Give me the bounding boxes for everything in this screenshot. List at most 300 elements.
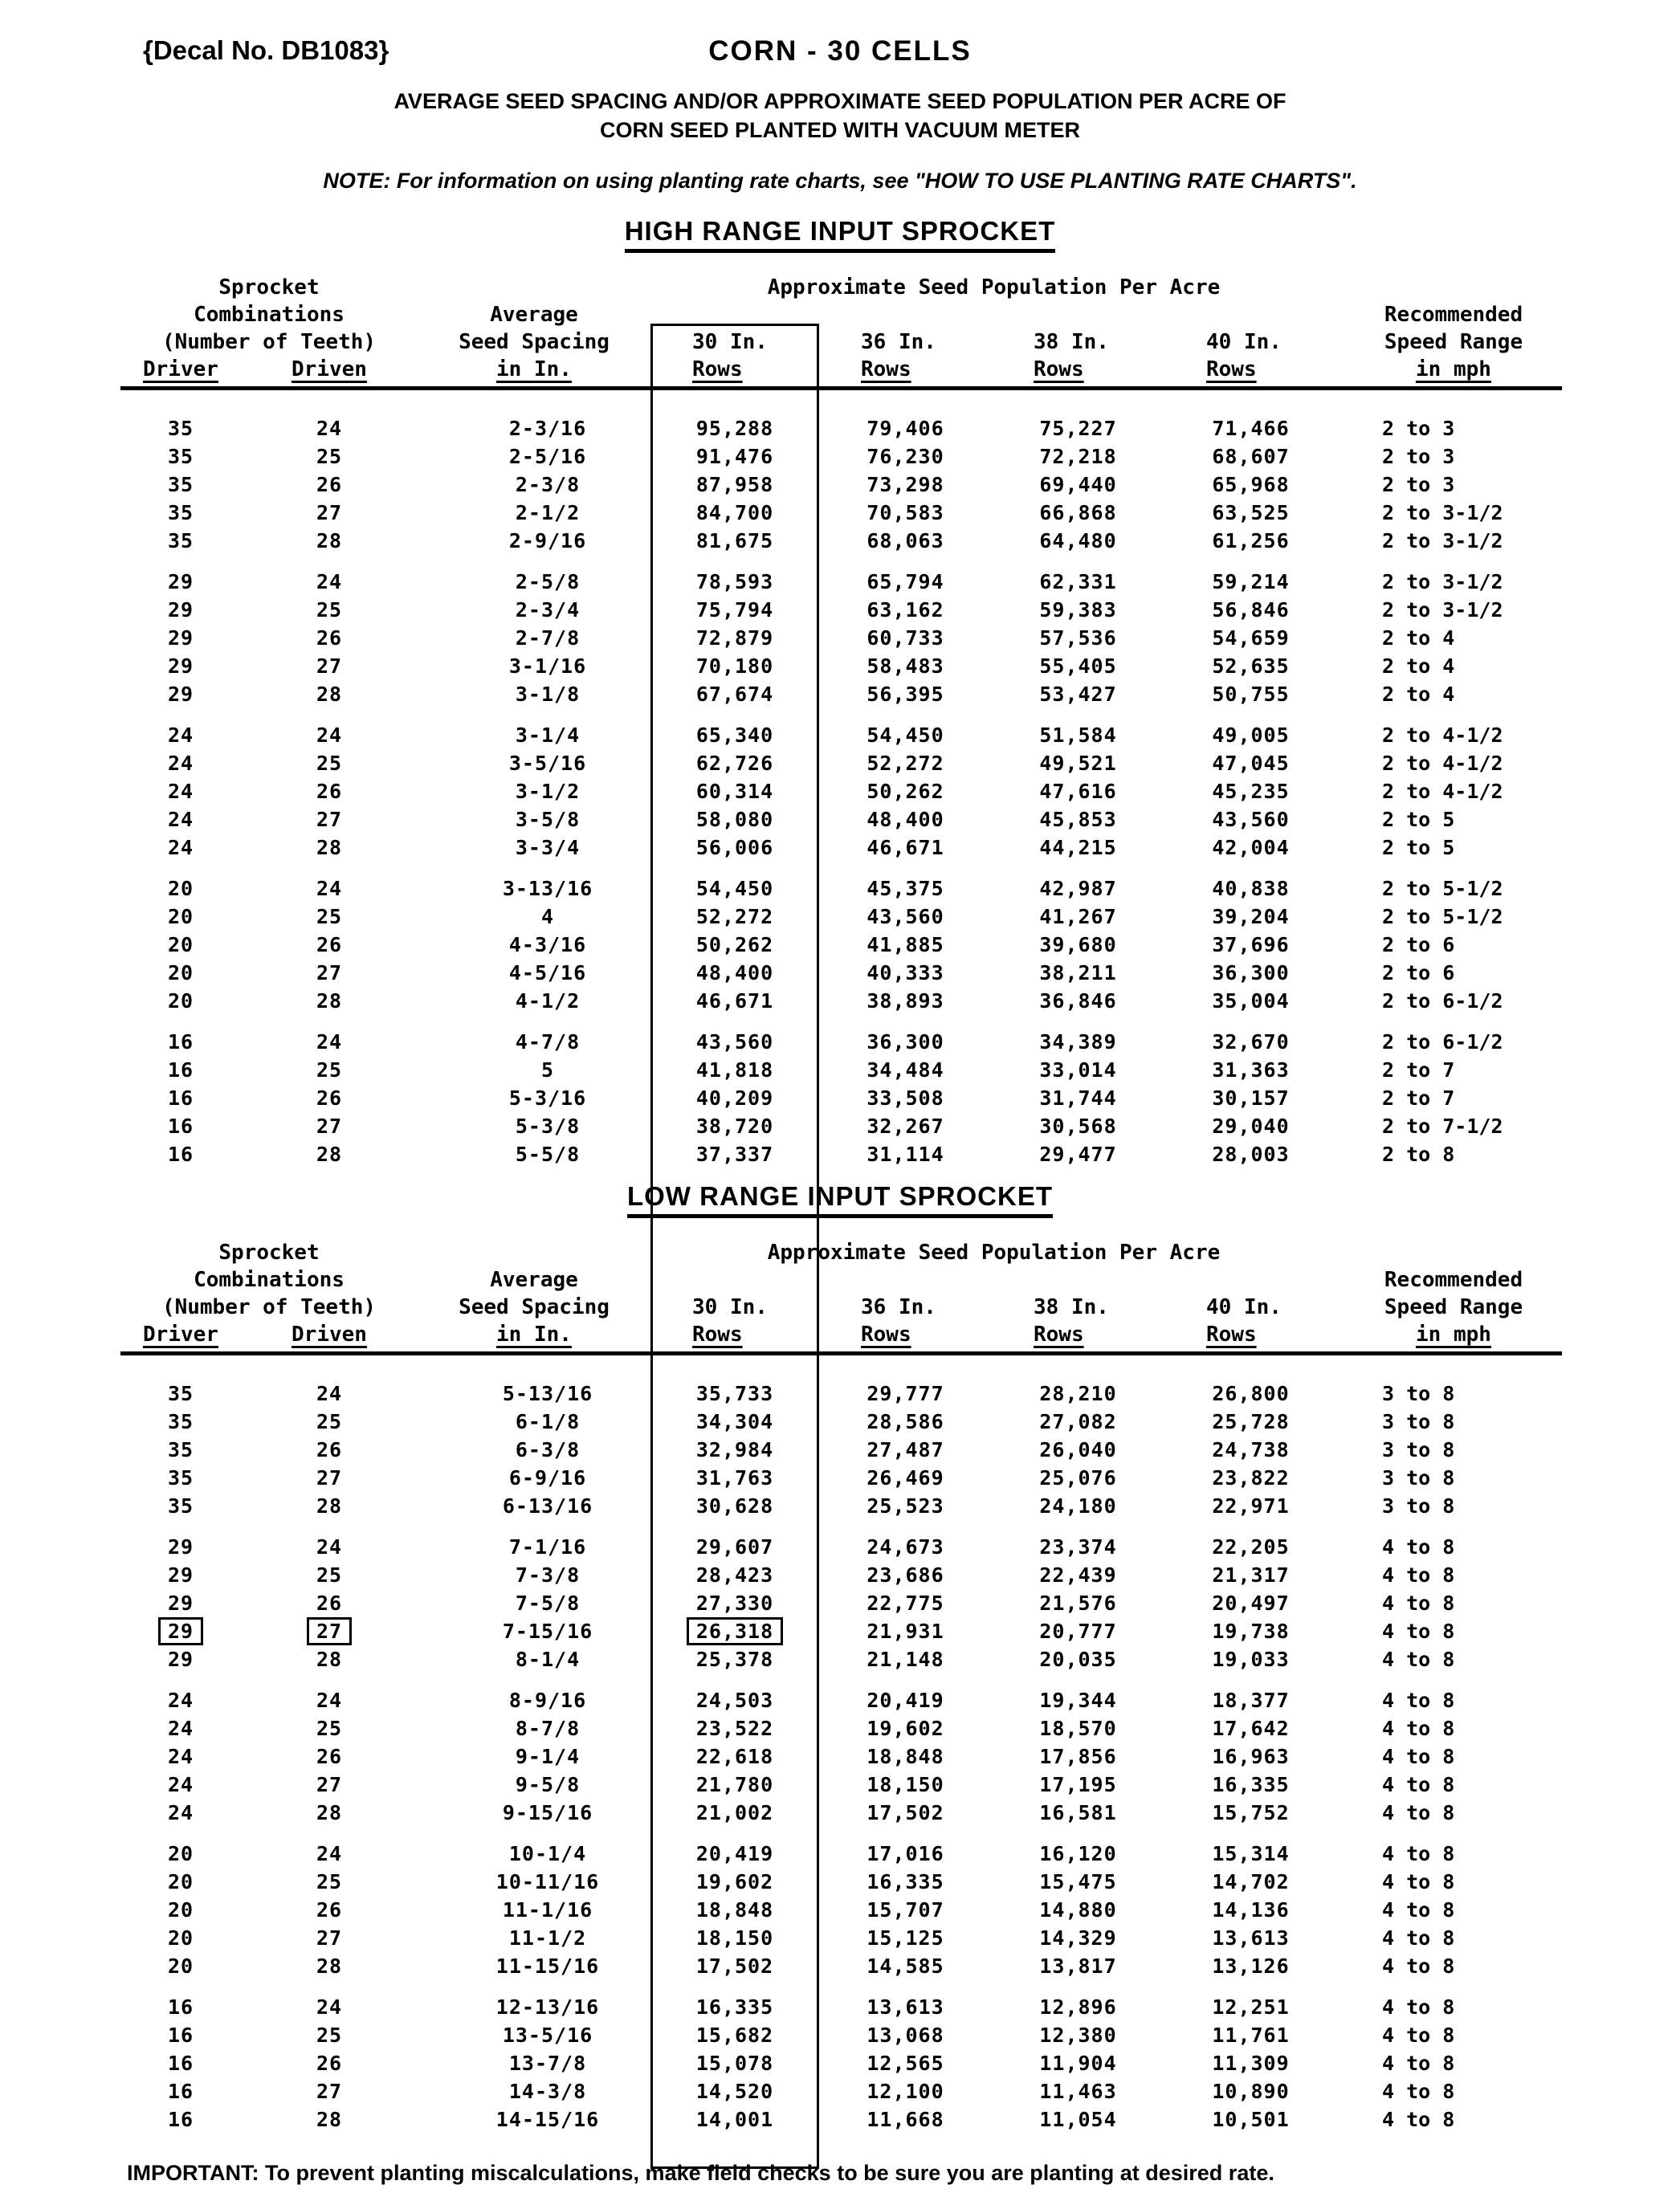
speed-header-line2: Speed Range	[1384, 1295, 1523, 1319]
cell-spacing: 3-1/4	[515, 723, 581, 747]
cell-pop38: 47,616	[1039, 780, 1117, 803]
cell-pop30: 23,522	[695, 1717, 774, 1740]
cell-driven: 24	[316, 1842, 343, 1865]
high-range-table	[0, 216, 1680, 1168]
cell-spacing: 4-3/16	[508, 933, 587, 956]
high-range-heading-wrap	[0, 216, 1680, 253]
cell-pop30: 72,879	[695, 626, 774, 650]
cell-driven: 27	[316, 961, 343, 984]
speed-header-line1: Recommended	[1384, 303, 1523, 327]
cell-spacing: 7-1/16	[508, 1535, 587, 1559]
cell-driven: 24	[316, 1535, 343, 1559]
cell-speed: 4 to 8	[1382, 1926, 1455, 1950]
row-group	[0, 874, 1680, 1015]
cell-pop38: 69,440	[1039, 473, 1117, 496]
cell-driven: 26	[316, 626, 343, 650]
cell-pop40: 24,738	[1212, 1438, 1290, 1461]
driven-header: Driven	[292, 1323, 367, 1347]
cell-driver: 16	[167, 1030, 194, 1054]
cell-driver: 29	[167, 1563, 194, 1587]
cell-pop30: 84,700	[695, 501, 774, 524]
cell-speed: 2 to 3-1/2	[1382, 529, 1503, 552]
row-group	[0, 1840, 1680, 1980]
cell-driven: 26	[316, 1898, 343, 1922]
row-group	[0, 1028, 1680, 1168]
cell-speed: 4 to 8	[1382, 1954, 1455, 1978]
cell-speed: 2 to 4-1/2	[1382, 780, 1503, 803]
cell-spacing: 5-13/16	[502, 1382, 593, 1405]
cell-pop36: 34,484	[867, 1058, 944, 1082]
cell-pop36: 20,419	[867, 1689, 944, 1712]
cell-driven: 25	[316, 1717, 343, 1740]
cell-speed: 3 to 8	[1382, 1410, 1455, 1433]
col-header-40in: 40 In.	[1206, 330, 1282, 354]
cell-speed: 4 to 8	[1382, 1745, 1455, 1768]
cell-pop30: 87,958	[695, 473, 774, 496]
cell-pop38: 11,904	[1039, 2052, 1117, 2075]
page-title: CORN - 30 CELLS	[708, 35, 972, 67]
cell-pop38: 51,584	[1039, 723, 1117, 747]
header-rule	[120, 386, 1562, 390]
cell-pop38: 66,868	[1039, 501, 1117, 524]
cell-pop38: 75,227	[1039, 417, 1117, 440]
cell-pop36: 25,523	[867, 1494, 944, 1518]
cell-pop40: 42,004	[1212, 836, 1290, 859]
cell-pop36: 17,016	[867, 1842, 944, 1865]
cell-driven: 24	[316, 877, 343, 900]
cell-pop30: 21,002	[695, 1801, 774, 1824]
cell-driver: 24	[167, 1801, 194, 1824]
cell-pop36: 26,469	[867, 1466, 944, 1490]
cell-driven: 27	[316, 2080, 343, 2103]
sprocket-header-line2: Combinations	[194, 303, 345, 327]
cell-pop30: 29,607	[695, 1535, 774, 1559]
table-row	[0, 2021, 1680, 2049]
cell-pop38: 33,014	[1039, 1058, 1117, 1082]
population-header: Approximate Seed Population Per Acre	[767, 1241, 1221, 1265]
cell-pop40: 22,971	[1212, 1494, 1290, 1518]
cell-spacing: 11-1/16	[502, 1898, 593, 1922]
sprocket-header-line1: Sprocket	[218, 1241, 320, 1265]
cell-pop30: 17,502	[695, 1954, 774, 1978]
cell-driven: 25	[316, 905, 343, 928]
cell-driven: 27	[316, 654, 343, 678]
high-range-heading: HIGH RANGE INPUT SPROCKET	[625, 216, 1056, 253]
cell-pop38: 62,331	[1039, 570, 1117, 593]
cell-pop40: 21,317	[1212, 1563, 1290, 1587]
table-row	[0, 1408, 1680, 1436]
cell-driver: 24	[167, 808, 194, 831]
cell-pop30: 58,080	[695, 808, 774, 831]
cell-driven: 24	[316, 1995, 343, 2019]
cell-speed: 2 to 7	[1382, 1058, 1455, 1082]
cell-driven: 26	[316, 2052, 343, 2075]
cell-pop30: 91,476	[695, 445, 774, 468]
table-row	[0, 1589, 1680, 1617]
cell-driven: 26	[316, 1086, 343, 1110]
cell-pop40: 71,466	[1212, 417, 1290, 440]
cell-pop36: 18,150	[867, 1773, 944, 1796]
cell-pop38: 11,463	[1039, 2080, 1117, 2103]
cell-speed: 4 to 8	[1382, 1801, 1455, 1824]
cell-pop40: 65,968	[1212, 473, 1290, 496]
boxed-value: 26,318	[687, 1617, 783, 1645]
cell-pop38: 17,195	[1039, 1773, 1117, 1796]
rows-label-38: Rows	[1034, 1323, 1084, 1347]
cell-speed: 2 to 3	[1382, 473, 1455, 496]
header-row-4	[0, 1321, 1680, 1348]
cell-pop30: 19,602	[695, 1870, 774, 1893]
rows-label-30: Rows	[692, 357, 743, 381]
cell-pop38: 28,210	[1039, 1382, 1117, 1405]
cell-spacing: 4-1/2	[515, 989, 581, 1013]
cell-driven: 28	[316, 1954, 343, 1978]
cell-pop30: 67,674	[695, 683, 774, 706]
cell-pop36: 70,583	[867, 501, 944, 524]
cell-spacing: 6-13/16	[502, 1494, 593, 1518]
cell-pop38: 19,344	[1039, 1689, 1117, 1712]
cell-driven: 25	[316, 1410, 343, 1433]
rows-label-36: Rows	[861, 1323, 911, 1347]
cell-driver: 20	[167, 1926, 194, 1950]
cell-pop38: 16,581	[1039, 1801, 1117, 1824]
table-row	[0, 1993, 1680, 2021]
cell-pop40: 35,004	[1212, 989, 1290, 1013]
cell-pop30: 15,078	[695, 2052, 774, 2075]
cell-speed: 4 to 8	[1382, 1563, 1455, 1587]
speed-header-line2: Speed Range	[1384, 330, 1523, 354]
cell-driven: 24	[316, 723, 343, 747]
row-group	[0, 1686, 1680, 1827]
cell-pop36: 48,400	[867, 808, 944, 831]
cell-pop40: 11,761	[1212, 2024, 1290, 2047]
cell-pop38: 15,475	[1039, 1870, 1117, 1893]
table-row	[0, 1492, 1680, 1520]
cell-driver: 24	[167, 1717, 194, 1740]
driven-header: Driven	[292, 357, 367, 381]
cell-speed: 4 to 8	[1382, 1898, 1455, 1922]
cell-pop30: 24,503	[695, 1689, 774, 1712]
cell-driver: 16	[167, 1058, 194, 1082]
cell-pop38: 13,817	[1039, 1954, 1117, 1978]
cell-driver: 29	[167, 683, 194, 706]
cell-pop40: 28,003	[1212, 1143, 1290, 1166]
cell-spacing: 3-1/2	[515, 780, 581, 803]
cell-pop36: 52,272	[867, 752, 944, 775]
low-range-rows	[0, 1380, 1680, 2134]
cell-pop40: 45,235	[1212, 780, 1290, 803]
table-row	[0, 1464, 1680, 1492]
boxed-value: 29	[158, 1617, 203, 1645]
cell-driver: 24	[167, 836, 194, 859]
cell-spacing: 6-3/8	[515, 1438, 581, 1461]
cell-pop38: 12,896	[1039, 1995, 1117, 2019]
cell-pop30: 35,733	[695, 1382, 774, 1405]
cell-pop30: 52,272	[695, 905, 774, 928]
cell-pop38: 21,576	[1039, 1592, 1117, 1615]
cell-pop36: 54,450	[867, 723, 944, 747]
cell-driver: 20	[167, 989, 194, 1013]
cell-pop38: 55,405	[1039, 654, 1117, 678]
table-row	[0, 1896, 1680, 1924]
cell-driver: 20	[167, 905, 194, 928]
col-header-30in: 30 In.	[692, 330, 768, 354]
cell-pop40: 19,033	[1212, 1648, 1290, 1671]
cell-pop38: 64,480	[1039, 529, 1117, 552]
col-header-38in: 38 In.	[1034, 330, 1109, 354]
note-text: NOTE: For information on using planting rate charts, see "HOW TO USE PLANTING RATE CHARTS".	[323, 169, 1357, 193]
cell-spacing: 4	[540, 905, 555, 928]
cell-driver: 29	[167, 626, 194, 650]
cell-pop40: 30,157	[1212, 1086, 1290, 1110]
table-row	[0, 2105, 1680, 2134]
table-row	[0, 471, 1680, 499]
rows-label-40: Rows	[1206, 357, 1257, 381]
cell-speed: 4 to 8	[1382, 1773, 1455, 1796]
cell-pop38: 59,383	[1039, 598, 1117, 622]
cell-pop30: 81,675	[695, 529, 774, 552]
cell-driver: 16	[167, 1086, 194, 1110]
cell-pop40: 12,251	[1212, 1995, 1290, 2019]
avg-header-line3: in In.	[496, 357, 572, 381]
table-row	[0, 2077, 1680, 2105]
cell-spacing: 3-1/8	[515, 683, 581, 706]
row-group	[0, 1380, 1680, 1520]
table-row	[0, 1436, 1680, 1464]
cell-spacing: 2-9/16	[508, 529, 587, 552]
cell-pop38: 30,568	[1039, 1115, 1117, 1138]
table-row	[0, 1742, 1680, 1771]
cell-pop30: 28,423	[695, 1563, 774, 1587]
cell-driver: 20	[167, 1842, 194, 1865]
cell-spacing: 2-3/8	[515, 473, 581, 496]
cell-driver: 29	[167, 1535, 194, 1559]
cell-pop40: 20,497	[1212, 1592, 1290, 1615]
cell-pop38: 45,853	[1039, 808, 1117, 831]
table-row	[0, 1533, 1680, 1561]
cell-speed: 4 to 8	[1382, 1535, 1455, 1559]
cell-speed: 2 to 3-1/2	[1382, 570, 1503, 593]
row-group	[0, 1993, 1680, 2134]
cell-speed: 4 to 8	[1382, 2024, 1455, 2047]
cell-pop38: 14,880	[1039, 1898, 1117, 1922]
table-row	[0, 834, 1680, 862]
cell-pop30: 16,335	[695, 1995, 774, 2019]
cell-pop36: 56,395	[867, 683, 944, 706]
cell-driven: 25	[316, 2024, 343, 2047]
cell-pop30: 43,560	[695, 1030, 774, 1054]
driver-header: Driver	[143, 1323, 218, 1347]
cell-driver: 29	[167, 1592, 194, 1615]
cell-pop36: 33,508	[867, 1086, 944, 1110]
cell-spacing: 3-5/16	[508, 752, 587, 775]
cell-pop30: 48,400	[695, 961, 774, 984]
cell-spacing: 6-1/8	[515, 1410, 581, 1433]
cell-speed: 3 to 8	[1382, 1382, 1455, 1405]
cell-pop36: 11,668	[867, 2108, 944, 2131]
cell-driven: 25	[316, 1563, 343, 1587]
driver-header: Driver	[143, 357, 218, 381]
cell-driven: 24	[316, 1030, 343, 1054]
cell-pop40: 36,300	[1212, 961, 1290, 984]
table-row	[0, 499, 1680, 527]
cell-driver	[120, 1617, 241, 1645]
cell-driver: 35	[167, 445, 194, 468]
cell-driven: 27	[316, 501, 343, 524]
cell-spacing: 8-9/16	[508, 1689, 587, 1712]
cell-spacing: 4-7/8	[515, 1030, 581, 1054]
cell-pop36: 22,775	[867, 1592, 944, 1615]
cell-pop30: 34,304	[695, 1410, 774, 1433]
cell-speed: 4 to 8	[1382, 2052, 1455, 2075]
cell-pop36: 58,483	[867, 654, 944, 678]
cell-pop30: 15,682	[695, 2024, 774, 2047]
cell-pop38: 39,680	[1039, 933, 1117, 956]
low-range-table	[0, 1181, 1680, 2134]
table-row	[0, 1056, 1680, 1084]
table-row	[0, 442, 1680, 471]
cell-pop36: 21,148	[867, 1648, 944, 1671]
table-row	[0, 1617, 1680, 1645]
cell-speed: 2 to 4-1/2	[1382, 752, 1503, 775]
table-row	[0, 1112, 1680, 1140]
cell-speed: 3 to 8	[1382, 1494, 1455, 1518]
cell-spacing: 11-15/16	[495, 1954, 600, 1978]
cell-driver: 16	[167, 1995, 194, 2019]
rows-label-40: Rows	[1206, 1323, 1257, 1347]
cell-pop40: 10,890	[1212, 2080, 1290, 2103]
table-row	[0, 1686, 1680, 1714]
cell-spacing: 13-5/16	[502, 2024, 593, 2047]
cell-speed: 2 to 6	[1382, 933, 1455, 956]
cell-pop30: 70,180	[695, 654, 774, 678]
avg-header-line2: Seed Spacing	[459, 330, 610, 354]
cell-pop38: 49,521	[1039, 752, 1117, 775]
cell-pop30: 20,419	[695, 1842, 774, 1865]
cell-pop30: 62,726	[695, 752, 774, 775]
cell-speed: 2 to 4-1/2	[1382, 723, 1503, 747]
header-row-3	[0, 1294, 1680, 1321]
cell-pop36: 65,794	[867, 570, 944, 593]
cell-speed: 2 to 6	[1382, 961, 1455, 984]
cell-pop40: 37,696	[1212, 933, 1290, 956]
cell-pop40: 56,846	[1212, 598, 1290, 622]
cell-pop40: 15,314	[1212, 1842, 1290, 1865]
cell-pop36: 36,300	[867, 1030, 944, 1054]
cell-driven: 28	[316, 1143, 343, 1166]
cell-pop40: 52,635	[1212, 654, 1290, 678]
cell-pop40: 43,560	[1212, 808, 1290, 831]
avg-header-line1: Average	[490, 1268, 578, 1292]
cell-pop38: 31,744	[1039, 1086, 1117, 1110]
cell-pop30: 41,818	[695, 1058, 774, 1082]
cell-driven: 27	[316, 1466, 343, 1490]
cell-pop30: 37,337	[695, 1143, 774, 1166]
cell-driven: 24	[316, 570, 343, 593]
cell-pop38: 25,076	[1039, 1466, 1117, 1490]
cell-pop30: 18,150	[695, 1926, 774, 1950]
cell-pop40: 19,738	[1212, 1620, 1290, 1643]
cell-spacing: 7-3/8	[515, 1563, 581, 1587]
cell-pop30	[650, 1617, 819, 1645]
cell-pop38: 16,120	[1039, 1842, 1117, 1865]
cell-pop38: 20,035	[1039, 1648, 1117, 1671]
cell-driver: 35	[167, 473, 194, 496]
cell-driven: 28	[316, 989, 343, 1013]
cell-driver: 29	[167, 598, 194, 622]
cell-pop40: 59,214	[1212, 570, 1290, 593]
cell-pop36: 43,560	[867, 905, 944, 928]
cell-pop30: 31,763	[695, 1466, 774, 1490]
cell-spacing: 2-1/2	[515, 501, 581, 524]
cell-driver: 20	[167, 1954, 194, 1978]
cell-driver: 35	[167, 1410, 194, 1433]
cell-spacing: 5-3/8	[515, 1115, 581, 1138]
cell-driven: 28	[316, 1648, 343, 1671]
cell-driven: 28	[316, 683, 343, 706]
cell-pop36: 63,162	[867, 598, 944, 622]
cell-driven: 24	[316, 417, 343, 440]
cell-pop40: 29,040	[1212, 1115, 1290, 1138]
cell-driver: 29	[167, 654, 194, 678]
cell-pop38: 36,846	[1039, 989, 1117, 1013]
cell-pop30: 95,288	[695, 417, 774, 440]
cell-spacing: 11-1/2	[508, 1926, 587, 1950]
cell-pop36: 68,063	[867, 529, 944, 552]
cell-pop36: 40,333	[867, 961, 944, 984]
cell-pop40: 18,377	[1212, 1689, 1290, 1712]
cell-spacing: 8-1/4	[515, 1648, 581, 1671]
cell-speed: 2 to 5-1/2	[1382, 905, 1503, 928]
rows-label-36: Rows	[861, 357, 911, 381]
cell-pop36: 13,068	[867, 2024, 944, 2047]
cell-speed: 2 to 4	[1382, 654, 1455, 678]
cell-spacing: 14-3/8	[508, 2080, 587, 2103]
cell-spacing: 5	[540, 1058, 555, 1082]
sprocket-header-line3: (Number of Teeth)	[161, 1295, 377, 1319]
cell-pop38: 72,218	[1039, 445, 1117, 468]
cell-pop40: 22,205	[1212, 1535, 1290, 1559]
table-row	[0, 1140, 1680, 1168]
cell-pop30: 14,520	[695, 2080, 774, 2103]
cell-driver: 29	[167, 570, 194, 593]
cell-spacing: 9-15/16	[502, 1801, 593, 1824]
table-row	[0, 1714, 1680, 1742]
cell-pop38: 41,267	[1039, 905, 1117, 928]
table-row	[0, 931, 1680, 959]
cell-driver: 20	[167, 933, 194, 956]
cell-speed: 2 to 8	[1382, 1143, 1455, 1166]
table-row	[0, 1868, 1680, 1896]
cell-spacing: 9-5/8	[515, 1773, 581, 1796]
table-row	[0, 1561, 1680, 1589]
cell-driver: 24	[167, 780, 194, 803]
cell-pop36: 27,487	[867, 1438, 944, 1461]
table-row	[0, 805, 1680, 834]
cell-driver: 35	[167, 1438, 194, 1461]
header-row-1	[0, 274, 1680, 301]
cell-pop40: 40,838	[1212, 877, 1290, 900]
cell-speed: 2 to 3	[1382, 445, 1455, 468]
cell-driven: 25	[316, 445, 343, 468]
cell-spacing: 7-15/16	[502, 1620, 593, 1643]
important-note: IMPORTANT: To prevent planting miscalculations, make field checks to be sure you are planting at desired rate.	[127, 2161, 1274, 2185]
cell-pop38: 17,856	[1039, 1745, 1117, 1768]
cell-pop36: 14,585	[867, 1954, 944, 1978]
table-row	[0, 527, 1680, 555]
cell-speed: 4 to 8	[1382, 1870, 1455, 1893]
cell-pop40: 13,126	[1212, 1954, 1290, 1978]
